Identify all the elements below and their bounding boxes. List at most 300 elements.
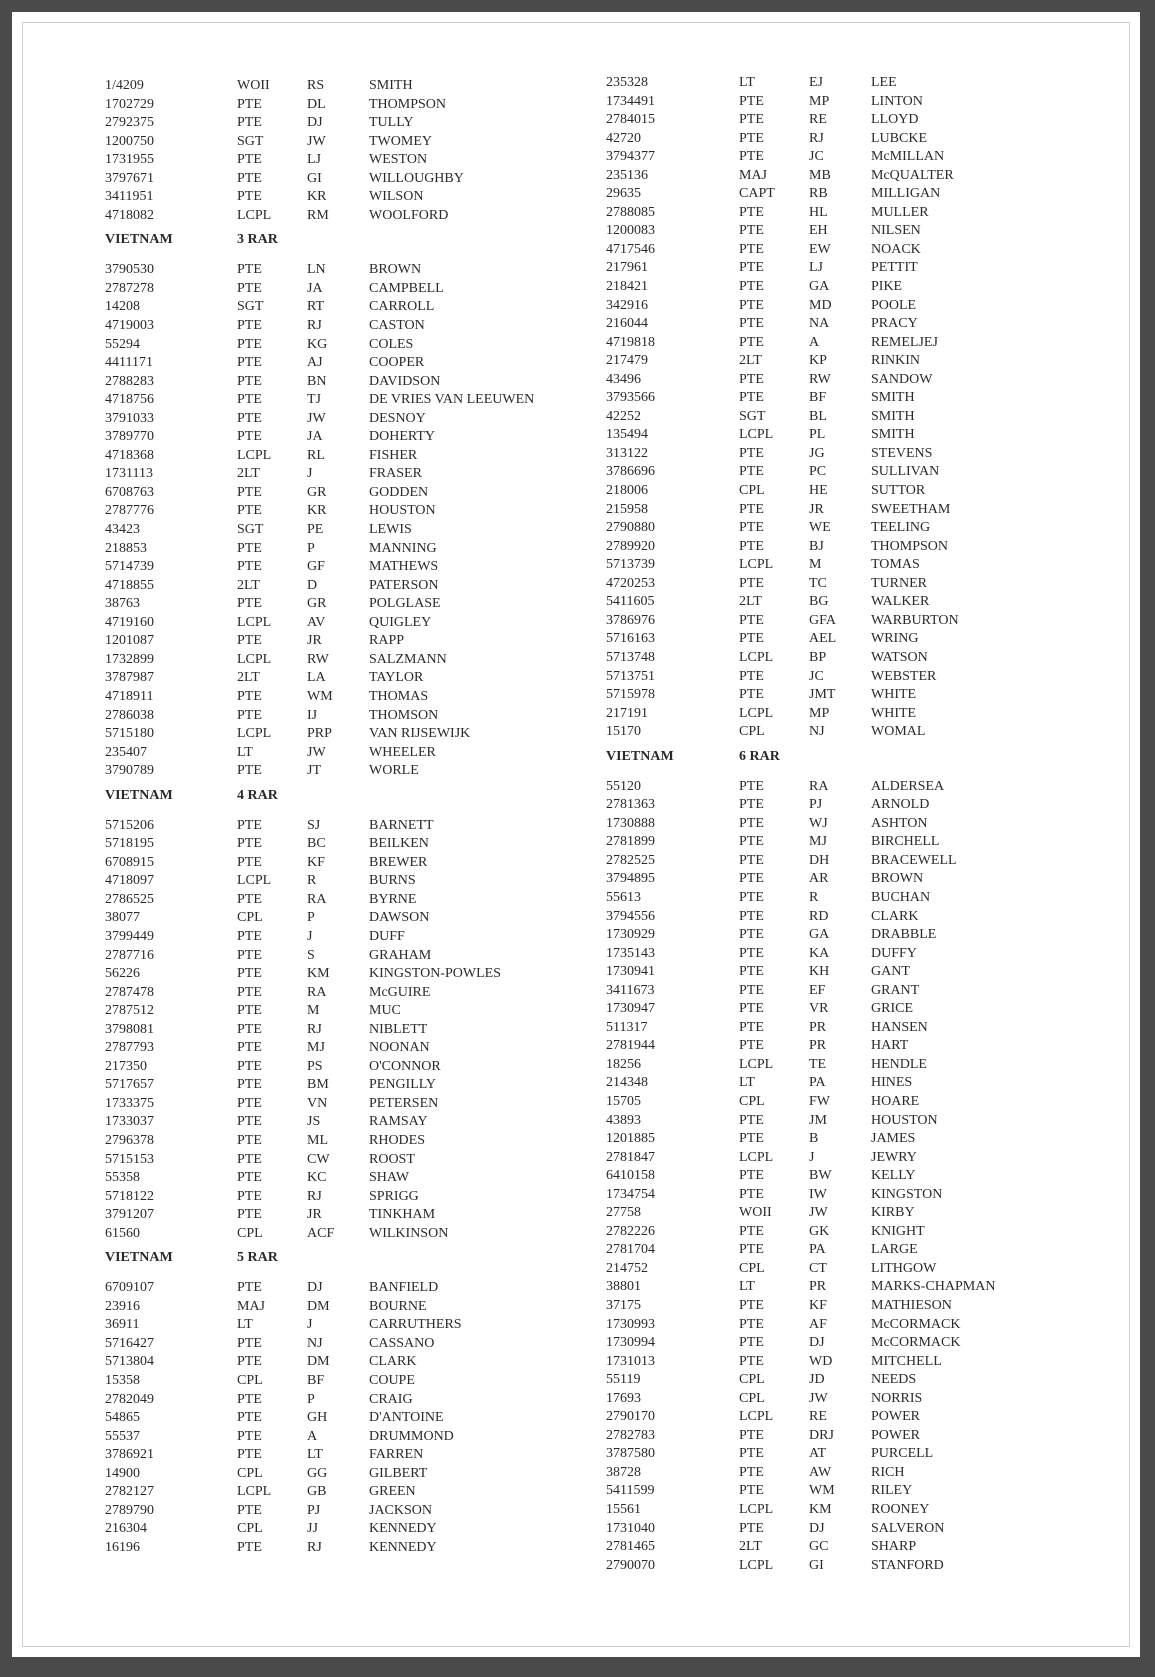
initials: JW	[307, 744, 326, 760]
initials: JR	[307, 633, 322, 649]
rank: SGT	[237, 133, 264, 149]
service-number: 4720253	[606, 575, 655, 591]
rank: CPL	[237, 910, 263, 926]
right-column	[606, 74, 1126, 1575]
list-item	[105, 577, 625, 596]
initials: GK	[809, 1223, 830, 1239]
list-item	[606, 593, 1126, 612]
surname: TULLY	[369, 115, 414, 131]
list-item	[105, 1465, 625, 1484]
surname: BROWN	[871, 871, 924, 887]
list-item	[606, 463, 1126, 482]
surname: MANNING	[369, 540, 437, 556]
rank: LCPL	[739, 1557, 774, 1573]
rank: MAJ	[237, 1298, 266, 1314]
rank: PTE	[739, 1298, 764, 1313]
service-number: 55358	[105, 1170, 140, 1186]
service-number: 2782783	[606, 1427, 655, 1443]
rank: PTE	[237, 280, 262, 296]
list-item	[606, 167, 1126, 186]
rank: LCPL	[739, 1149, 774, 1165]
list-item	[606, 686, 1126, 705]
list-item	[606, 93, 1126, 112]
initials: J	[307, 1317, 313, 1333]
list-item	[105, 817, 625, 836]
rank: PTE	[739, 815, 764, 831]
service-number: 1731113	[105, 466, 153, 482]
list-item	[105, 725, 625, 744]
surname: DRUMMOND	[369, 1428, 454, 1444]
initials: RA	[809, 778, 829, 794]
surname: ROONEY	[871, 1502, 930, 1518]
surname: TINKHAM	[369, 1207, 436, 1223]
initials: RJ	[307, 318, 322, 334]
service-number: 36911	[105, 1317, 140, 1333]
initials: ML	[307, 1132, 328, 1148]
service-number: 217961	[606, 260, 648, 276]
surname: PETERSEN	[369, 1095, 439, 1111]
list-item	[606, 1334, 1126, 1353]
surname: LEE	[871, 75, 897, 90]
initials: MJ	[307, 1040, 325, 1056]
service-number: 16196	[105, 1539, 140, 1555]
list-item	[606, 297, 1126, 316]
list-item	[606, 1520, 1126, 1539]
list-item	[105, 651, 625, 670]
list-item	[606, 241, 1126, 260]
list-item	[105, 688, 625, 707]
service-number: 3786976	[606, 612, 655, 628]
surname: QUIGLEY	[369, 614, 432, 630]
initials: DL	[307, 96, 326, 112]
list-item	[105, 188, 625, 207]
surname: D'ANTOINE	[369, 1410, 444, 1426]
initials: JA	[307, 280, 323, 296]
surname: CLARK	[871, 908, 919, 924]
service-number: 1/4209	[105, 78, 144, 93]
surname: BYRNE	[369, 891, 417, 907]
surname: HOUSTON	[871, 1112, 938, 1128]
rank: PTE	[739, 778, 764, 794]
service-number: 3411673	[606, 982, 655, 998]
rank: PTE	[237, 262, 262, 278]
initials: DM	[307, 1298, 330, 1314]
list-item	[105, 835, 625, 854]
rank: PTE	[739, 1316, 764, 1332]
initials: GC	[809, 1539, 829, 1555]
rank: LCPL	[237, 207, 272, 223]
surname: SMITH	[369, 78, 413, 93]
rank: LCPL	[237, 447, 272, 463]
service-number: 1733037	[105, 1114, 154, 1130]
initials: BM	[307, 1077, 329, 1093]
service-number: 3794895	[606, 871, 655, 887]
initials: JM	[809, 1112, 827, 1128]
rank: WOII	[237, 78, 270, 93]
initials: PC	[809, 464, 827, 480]
surname: DUFFY	[871, 945, 917, 961]
rank: PTE	[237, 189, 262, 205]
list-item	[105, 1316, 625, 1335]
surname: WOMAL	[871, 724, 926, 740]
surname: SHAW	[369, 1170, 410, 1186]
rank: PTE	[739, 112, 764, 128]
rank: PTE	[237, 1428, 262, 1444]
list-item	[105, 1206, 625, 1225]
service-number: 4718368	[105, 447, 154, 463]
surname: LUBCKE	[871, 130, 927, 146]
surname: LINTON	[871, 93, 923, 109]
surname: POWER	[871, 1409, 920, 1425]
surname: WHEELER	[369, 744, 436, 760]
surname: PRACY	[871, 316, 918, 332]
rank: PTE	[237, 115, 262, 131]
initials: DRJ	[809, 1427, 834, 1443]
initials: PL	[809, 427, 826, 443]
rank: PTE	[237, 96, 262, 112]
rank: 2LT	[237, 670, 260, 686]
surname: TEELING	[871, 520, 931, 536]
initials: GFA	[809, 612, 836, 628]
initials: S	[307, 947, 315, 963]
surname: CASSANO	[369, 1335, 435, 1351]
rank: PTE	[739, 223, 764, 239]
initials: JR	[809, 501, 824, 517]
service-number: 5716163	[606, 631, 655, 647]
service-number: 313122	[606, 445, 648, 461]
list-item	[606, 445, 1126, 464]
surname: DOHERTY	[369, 429, 436, 445]
surname: WATSON	[871, 649, 928, 665]
list-item	[606, 1445, 1126, 1464]
rank: PTE	[739, 1112, 764, 1128]
list-item	[105, 1391, 625, 1410]
section-heading-label: VIETNAM	[105, 232, 173, 248]
service-number: 1730929	[606, 927, 655, 943]
initials: GG	[307, 1465, 328, 1481]
service-number: 27758	[606, 1205, 641, 1221]
service-number: 5715978	[606, 687, 655, 703]
initials: KF	[809, 1298, 827, 1313]
service-number: 4718911	[105, 688, 154, 704]
rank: 2LT	[739, 594, 762, 610]
service-number: 1731955	[105, 152, 154, 168]
list-item	[606, 1093, 1126, 1112]
service-number: 2787478	[105, 984, 154, 1000]
list-item	[105, 947, 625, 966]
initials: BF	[809, 390, 827, 406]
rank: PTE	[237, 152, 262, 168]
list-item	[105, 707, 625, 726]
initials: RM	[307, 207, 329, 223]
initials: RJ	[809, 130, 824, 146]
surname: MARKS-CHAPMAN	[871, 1279, 996, 1295]
service-number: 2796378	[105, 1132, 154, 1148]
service-number: 1730941	[606, 964, 655, 980]
service-number: 511317	[606, 1019, 648, 1035]
service-number: 3790530	[105, 262, 154, 278]
rank: PTE	[739, 371, 764, 387]
list-item	[105, 521, 625, 540]
rank: 2LT	[739, 353, 762, 369]
list-item	[105, 502, 625, 521]
surname: McCORMACK	[871, 1335, 961, 1351]
surname: DRABBLE	[871, 927, 937, 943]
service-number: 54865	[105, 1410, 140, 1426]
rank: PTE	[237, 1077, 262, 1093]
initials: DH	[809, 852, 830, 868]
surname: KIRBY	[871, 1205, 915, 1221]
rank: PTE	[237, 1114, 262, 1130]
list-item	[606, 1074, 1126, 1093]
list-item	[105, 1279, 625, 1298]
initials: EJ	[809, 75, 823, 90]
list-item	[606, 371, 1126, 390]
list-item	[606, 1371, 1126, 1390]
list-item	[105, 928, 625, 947]
list-item	[606, 1427, 1126, 1446]
initials: KM	[809, 1502, 832, 1518]
initials: JW	[307, 133, 326, 149]
initials: IW	[809, 1186, 827, 1202]
service-number: 4718756	[105, 392, 154, 408]
rank: PTE	[739, 1019, 764, 1035]
initials: BN	[307, 373, 327, 389]
initials: KA	[809, 945, 830, 961]
rank: PTE	[237, 688, 262, 704]
list-item	[606, 408, 1126, 427]
list-item	[105, 151, 625, 170]
surname: SHARP	[871, 1539, 917, 1555]
service-number: 2787512	[105, 1003, 154, 1019]
list-item	[606, 556, 1126, 575]
section-heading-label: VIETNAM	[606, 748, 674, 764]
rank: LCPL	[237, 726, 272, 742]
service-number: 5713804	[105, 1354, 154, 1370]
surname: RAPP	[369, 633, 405, 649]
service-number: 2787776	[105, 503, 154, 519]
initials: LJ	[809, 260, 823, 276]
service-number: 43496	[606, 371, 641, 387]
service-number: 2781704	[606, 1242, 655, 1258]
initials: JR	[307, 1207, 322, 1223]
initials: RJ	[307, 1188, 322, 1204]
list-item	[105, 965, 625, 984]
surname: KENNEDY	[369, 1521, 437, 1537]
list-item	[105, 133, 625, 152]
list-item	[105, 1225, 625, 1244]
rank: PTE	[237, 1040, 262, 1056]
initials: LA	[307, 670, 326, 686]
list-item	[105, 207, 625, 226]
service-number: 2781944	[606, 1038, 655, 1054]
surname: McMILLAN	[871, 149, 945, 165]
surname: TAYLOR	[369, 670, 424, 686]
list-item	[606, 1501, 1126, 1520]
initials: J	[307, 466, 313, 482]
rank: PTE	[237, 854, 262, 870]
surname: BURNS	[369, 873, 416, 889]
initials: TE	[809, 1056, 827, 1072]
rank: PTE	[237, 1151, 262, 1167]
list-item	[606, 982, 1126, 1001]
initials: JC	[809, 668, 824, 684]
surname: WILLOUGHBY	[369, 170, 464, 186]
surname: McGUIRE	[369, 984, 431, 1000]
surname: ARNOLD	[871, 797, 930, 813]
initials: PR	[809, 1019, 827, 1035]
service-number: 3411951	[105, 189, 154, 205]
rank: PTE	[739, 334, 764, 350]
surname: ROOST	[369, 1151, 415, 1167]
service-number: 5718195	[105, 836, 154, 852]
section-heading	[105, 787, 625, 805]
service-number: 14900	[105, 1465, 140, 1481]
rank: CPL	[237, 1225, 263, 1241]
initials: KR	[307, 189, 327, 205]
surname: NIBLETT	[369, 1021, 428, 1037]
surname: HANSEN	[871, 1019, 928, 1035]
rank: PTE	[739, 982, 764, 998]
rank: PTE	[739, 927, 764, 943]
surname: KELLY	[871, 1168, 916, 1184]
list-item	[606, 352, 1126, 371]
initials: GB	[307, 1484, 327, 1500]
service-number: 342916	[606, 297, 648, 313]
initials: KG	[307, 336, 328, 352]
surname: PENGILLY	[369, 1077, 437, 1093]
rank: PTE	[237, 429, 262, 445]
service-number: 4411171	[105, 355, 153, 371]
surname: LLOYD	[871, 112, 919, 128]
rank: CPL	[739, 1372, 765, 1388]
service-number: 3797671	[105, 170, 154, 186]
list-item	[606, 1056, 1126, 1075]
service-number: 2788085	[606, 204, 655, 220]
list-item	[105, 1076, 625, 1095]
initials: PA	[809, 1242, 826, 1258]
list-item	[606, 1538, 1126, 1557]
rank: PTE	[237, 503, 262, 519]
initials: KF	[307, 854, 325, 870]
service-number: 6708915	[105, 854, 154, 870]
service-number: 1730994	[606, 1335, 655, 1351]
rank: PTE	[739, 1223, 764, 1239]
initials: LN	[307, 262, 326, 278]
rank: PTE	[237, 836, 262, 852]
service-number: 5713748	[606, 649, 655, 665]
surname: STANFORD	[871, 1557, 944, 1573]
rank: PTE	[237, 559, 262, 575]
rank: PTE	[739, 964, 764, 980]
surname: WILSON	[369, 189, 424, 205]
list-item	[606, 315, 1126, 334]
surname: KINGSTON	[871, 1186, 943, 1202]
list-item	[606, 482, 1126, 501]
surname: BIRCHELL	[871, 834, 940, 850]
list-item	[606, 612, 1126, 631]
service-number: 1200083	[606, 223, 655, 239]
rank: PTE	[739, 834, 764, 850]
initials: RL	[307, 447, 325, 463]
service-number: 4719818	[606, 334, 655, 350]
initials: RE	[809, 1409, 827, 1425]
rank: PTE	[237, 928, 262, 944]
initials: JA	[307, 429, 323, 445]
surname: GRANT	[871, 982, 920, 998]
surname: ASHTON	[871, 815, 928, 831]
service-number: 2787716	[105, 947, 154, 963]
service-number: 4717546	[606, 241, 655, 257]
surname: O'CONNOR	[369, 1058, 441, 1074]
surname: CARRUTHERS	[369, 1317, 462, 1333]
service-number: 55119	[606, 1372, 641, 1388]
list-item	[606, 204, 1126, 223]
rank: PTE	[739, 945, 764, 961]
rank: LT	[237, 1317, 253, 1333]
surname: WRING	[871, 631, 919, 647]
initials: BW	[809, 1168, 832, 1184]
surname: JAMES	[871, 1131, 916, 1147]
list-item	[105, 1058, 625, 1077]
initials: MP	[809, 705, 830, 721]
service-number: 1735143	[606, 945, 655, 961]
list-item	[606, 1278, 1126, 1297]
list-item	[105, 373, 625, 392]
service-number: 3794377	[606, 149, 655, 165]
initials: VN	[307, 1095, 328, 1111]
rank: PTE	[739, 1335, 764, 1351]
service-number: 217350	[105, 1058, 147, 1074]
rank: PTE	[739, 871, 764, 887]
surname: THOMPSON	[369, 96, 447, 112]
surname: GREEN	[369, 1484, 416, 1500]
initials: HL	[809, 204, 828, 220]
initials: TC	[809, 575, 827, 591]
rank: PTE	[237, 1280, 262, 1296]
surname: PIKE	[871, 279, 903, 295]
initials: MD	[809, 297, 832, 313]
rank: LT	[739, 75, 755, 90]
list-item	[105, 1372, 625, 1391]
service-number: 55294	[105, 336, 140, 352]
initials: GH	[307, 1410, 328, 1426]
section-heading-label: VIETNAM	[105, 787, 173, 803]
rank: PTE	[739, 1520, 764, 1536]
surname: KNIGHT	[871, 1223, 925, 1239]
initials: WE	[809, 520, 831, 536]
service-number: 2784015	[606, 112, 655, 128]
surname: THOMAS	[369, 688, 429, 704]
initials: AR	[809, 871, 829, 887]
list-item	[105, 1169, 625, 1188]
rank: PTE	[237, 633, 262, 649]
initials: BP	[809, 649, 827, 665]
initials: KC	[307, 1170, 327, 1186]
surname: HINES	[871, 1075, 913, 1091]
list-item	[105, 354, 625, 373]
list-item	[105, 336, 625, 355]
surname: MATHIESON	[871, 1298, 952, 1313]
rank: PTE	[237, 1335, 262, 1351]
surname: POLGLASE	[369, 596, 441, 612]
list-item	[606, 1167, 1126, 1186]
surname: BEILKEN	[369, 836, 429, 852]
surname: WEBSTER	[871, 668, 937, 684]
surname: NEEDS	[871, 1372, 917, 1388]
rank: PTE	[739, 889, 764, 905]
initials: DJ	[307, 115, 323, 131]
